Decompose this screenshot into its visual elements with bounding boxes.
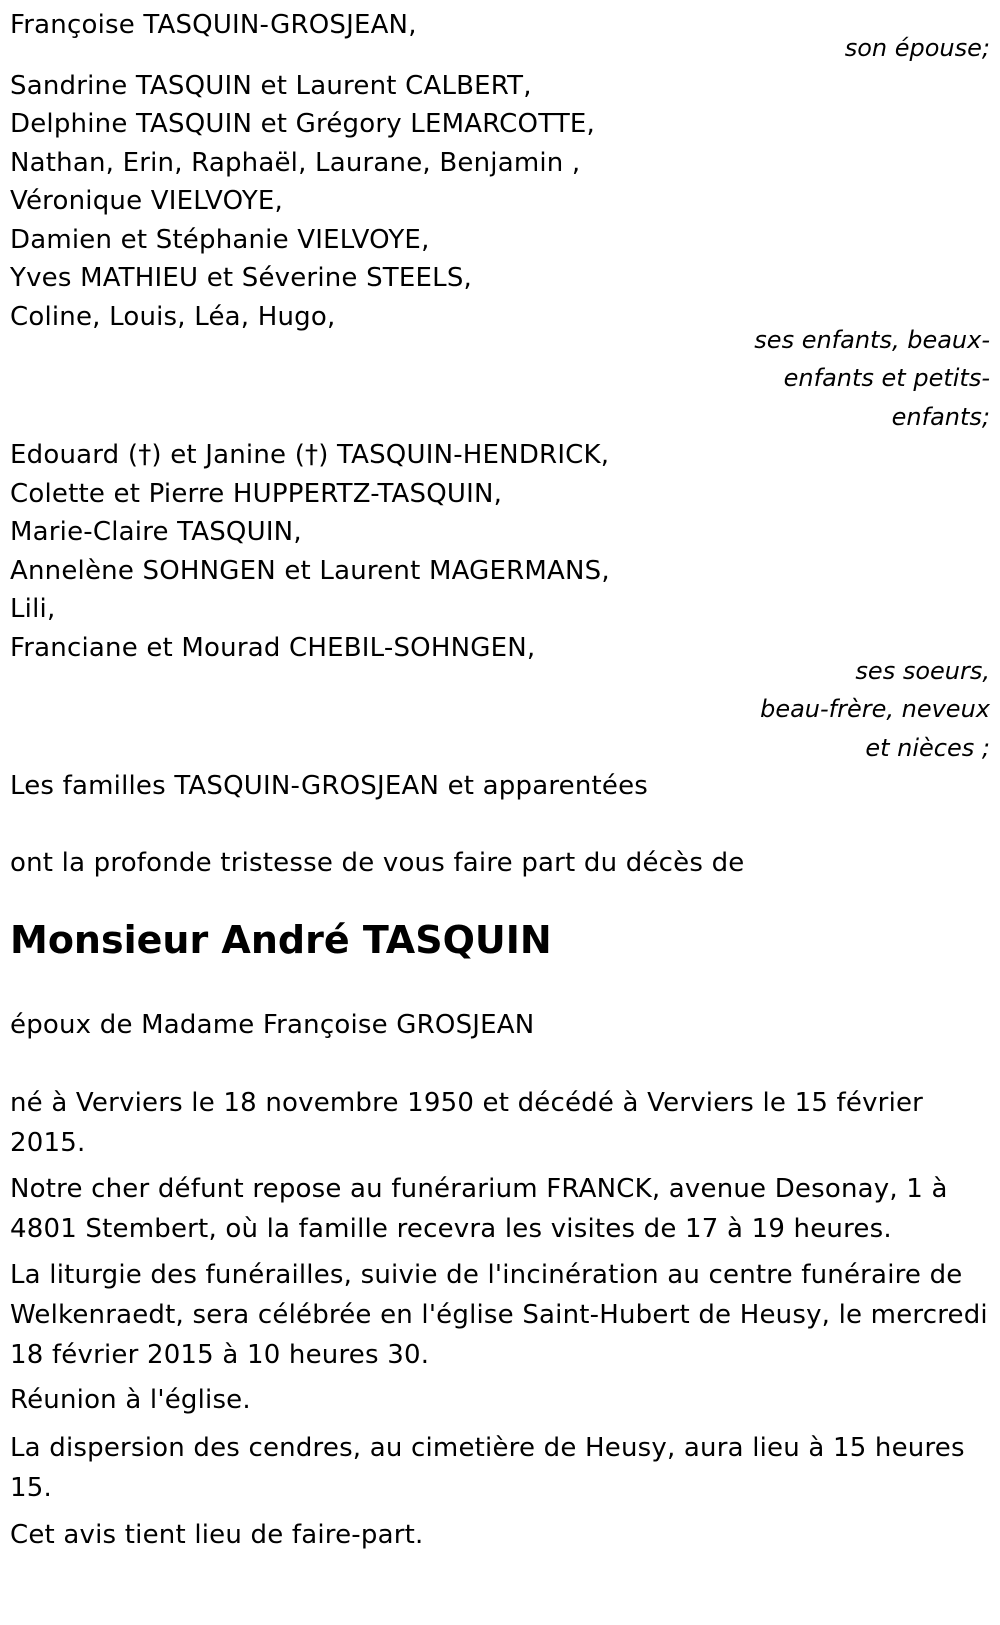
sibling-name: Lili,: [10, 594, 56, 624]
child-name: Sandrine TASQUIN et Laurent CALBERT,: [10, 71, 532, 101]
closing-paragraph: Cet avis tient lieu de faire-part.: [10, 1520, 424, 1550]
child-name: Véronique VIELVOYE,: [10, 186, 283, 216]
siblings-role-line: et nièces ;: [865, 734, 990, 762]
liturgy-paragraph: La liturgie des funérailles, suivie de l'incinération au centre funéraire de Welkenraedt, sera célébrée en l'église Saint-Hubert de Heusy, le mercredi 18 février 2015 à 10 heures 30.: [10, 1260, 988, 1370]
sibling-name: Annelène SOHNGEN et Laurent MAGERMANS,: [10, 556, 610, 586]
child-name: Coline, Louis, Léa, Hugo,: [10, 302, 336, 332]
families-line: Les familles TASQUIN-GROSJEAN et apparentées: [10, 771, 649, 801]
children-role-line: ses enfants, beaux-: [754, 326, 990, 354]
spouse-role: son épouse;: [844, 34, 990, 62]
meeting-paragraph: Réunion à l'église.: [10, 1385, 251, 1415]
siblings-role-line: beau-frère, neveux: [760, 695, 990, 723]
sibling-name: Colette et Pierre HUPPERTZ-TASQUIN,: [10, 479, 503, 509]
siblings-role-line: ses soeurs,: [855, 657, 990, 685]
child-name: Delphine TASQUIN et Grégory LEMARCOTTE,: [10, 109, 596, 139]
funeral-home-paragraph: Notre cher défunt repose au funérarium FRANCK, avenue Desonay, 1 à 4801 Stembert, où la famille recevra les visites de 17 à 19 heures.: [10, 1174, 948, 1244]
child-name: Yves MATHIEU et Séverine STEELS,: [10, 263, 472, 293]
sibling-name: Marie-Claire TASQUIN,: [10, 517, 302, 547]
child-name: Damien et Stéphanie VIELVOYE,: [10, 225, 430, 255]
announcement-text: ont la profonde tristesse de vous faire part du décès de: [10, 848, 745, 878]
sibling-name: Edouard (†) et Janine (†) TASQUIN-HENDRICK,: [10, 440, 610, 470]
birth-death-paragraph: né à Verviers le 18 novembre 1950 et décédé à Verviers le 15 février 2015.: [10, 1088, 924, 1158]
deceased-name: Monsieur André TASQUIN: [10, 918, 552, 962]
children-role-line: enfants et petits-: [783, 364, 990, 392]
children-role-line: enfants;: [891, 403, 990, 431]
spouse-of-line: époux de Madame Françoise GROSJEAN: [10, 1010, 535, 1040]
spouse-name: Françoise TASQUIN-GROSJEAN,: [10, 10, 417, 40]
child-name: Nathan, Erin, Raphaël, Laurane, Benjamin ,: [10, 148, 581, 178]
ashes-paragraph: La dispersion des cendres, au cimetière de Heusy, aura lieu à 15 heures 15.: [10, 1433, 965, 1503]
sibling-name: Franciane et Mourad CHEBIL-SOHNGEN,: [10, 633, 536, 663]
